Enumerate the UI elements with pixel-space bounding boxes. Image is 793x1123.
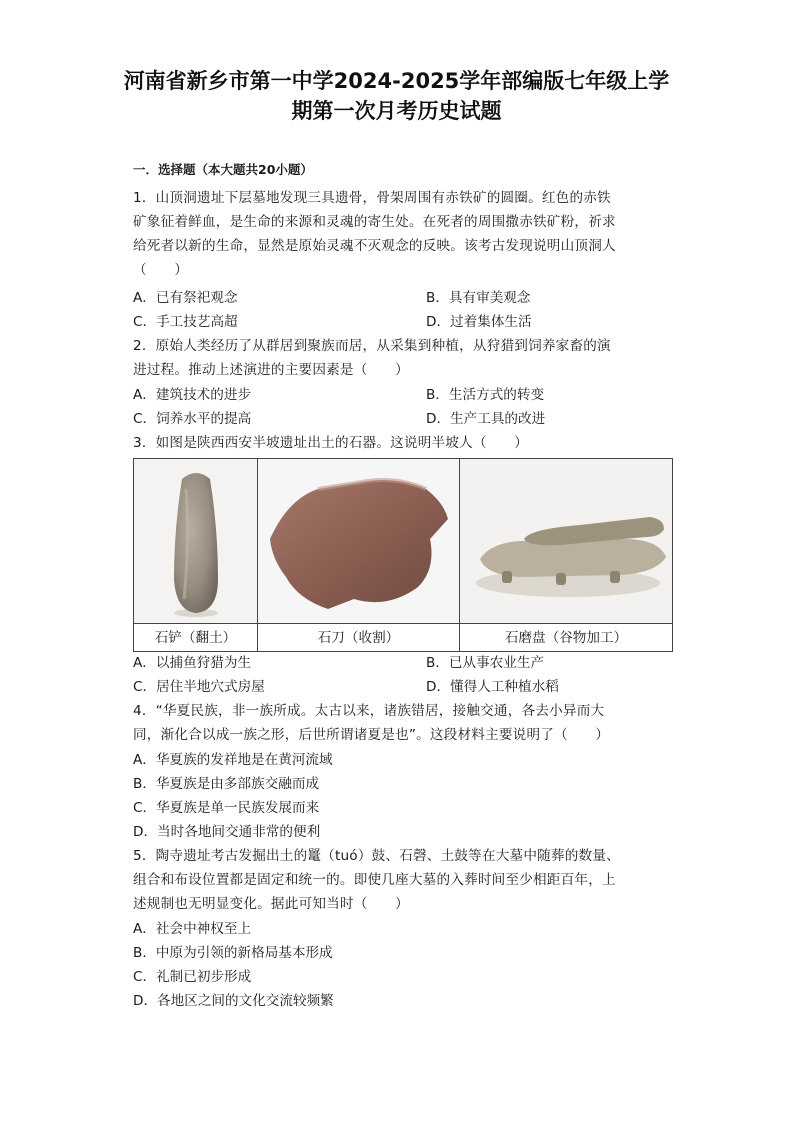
stone-knife-image [258, 459, 459, 623]
q2-option-d: D．生产工具的改进 [426, 411, 546, 427]
q4-option-d: D．当时各地间交通非常的便利 [133, 824, 321, 840]
q5-option-a: A．社会中神权至上 [133, 921, 252, 937]
q1-option-c: C．手工技艺高超 [133, 314, 238, 330]
question-1-line: （ ） [133, 262, 189, 278]
q2-option-a: A．建筑技术的进步 [133, 387, 252, 403]
q5-option-c: C．礼制已初步形成 [133, 969, 252, 985]
q2-option-c: C．饲养水平的提高 [133, 411, 252, 427]
q1-option-d: D．过着集体生活 [426, 314, 532, 330]
question-5-line: 述规制也无明显变化。据此可知当时（ ） [133, 896, 409, 912]
section-heading: 一．选择题（本大题共20小题） [133, 162, 313, 177]
q4-option-b: B．华夏族是由多部族交融而成 [133, 776, 320, 792]
question-3-line: 3．如图是陕西西安半坡遗址出土的石器。这说明半坡人（ ） [133, 435, 529, 451]
caption-shovel: 石铲（翻土） [134, 623, 257, 652]
figure-cell-grinder [460, 459, 672, 651]
q3-option-d: D．懂得人工种植水稻 [426, 679, 559, 695]
title-line-1: 河南省新乡市第一中学2024-2025学年部编版七年级上学 [123, 69, 670, 93]
question-4-line: 同，渐化合以成一族之形，后世所谓诸夏是也”。这段材料主要说明了（ ） [133, 727, 610, 743]
question-5 [133, 844, 673, 916]
caption-grinder: 石磨盘（谷物加工） [460, 623, 672, 652]
q4-option-a: A．华夏族的发祥地是在黄河流域 [133, 752, 333, 768]
q2-option-b: B．生活方式的转变 [426, 387, 545, 403]
caption-knife: 石刀（收割） [258, 623, 459, 652]
q5-option-b: B．中原为引领的新格局基本形成 [133, 945, 333, 961]
q3-option-a: A．以捕鱼狩猎为生 [133, 655, 252, 671]
question-4 [133, 699, 673, 747]
title-line-2: 期第一次月考历史试题 [291, 99, 502, 123]
q1-option-b: B．具有审美观念 [426, 290, 531, 306]
q3-option-c: C．居住半地穴式房屋 [133, 679, 265, 695]
question-5-line: 5．陶寺遗址考古发掘出土的鼍（tuó）鼓、石磬、土鼓等在大墓中随葬的数量、 [133, 848, 620, 864]
question-1-line: 矿象征着鲜血，是生命的来源和灵魂的寄生处。在死者的周围撒赤铁矿粉，祈求 [133, 214, 616, 230]
question-2 [133, 334, 673, 382]
question-1 [133, 186, 673, 282]
question-2-line: 进过程。推动上述演进的主要因素是（ ） [133, 362, 409, 378]
q4-option-c: C．华夏族是单一民族发展而来 [133, 800, 320, 816]
figure-cell-knife [258, 459, 460, 651]
stone-tools-figure [133, 458, 673, 652]
question-1-line: 给死者以新的生命，显然是原始灵魂不灭观念的反映。该考古发现说明山顶洞人 [133, 238, 616, 254]
exam-title [90, 66, 703, 126]
question-5-line: 组合和布设位置都是固定和统一的。即使几座大墓的入葬时间至少相距百年，上 [133, 872, 616, 888]
question-4-line: 4．“华夏民族，非一族所成。太古以来，诸族错居，接触交通，各去小异而大 [133, 703, 605, 719]
q1-option-a: A．已有祭祀观念 [133, 290, 238, 306]
grinding-stone-image [460, 459, 672, 623]
question-1-line: 1．山顶洞遗址下层墓地发现三具遗骨，骨架周围有赤铁矿的圆圈。红色的赤铁 [133, 190, 611, 206]
stone-shovel-image [134, 459, 257, 623]
q3-option-b: B．已从事农业生产 [426, 655, 545, 671]
q5-option-d: D．各地区之间的文化交流较频繁 [133, 993, 334, 1009]
question-2-line: 2．原始人类经历了从群居到聚族而居，从采集到种植，从狩猎到饲养家畜的演 [133, 338, 611, 354]
question-3 [133, 431, 673, 455]
figure-cell-shovel [134, 459, 258, 651]
